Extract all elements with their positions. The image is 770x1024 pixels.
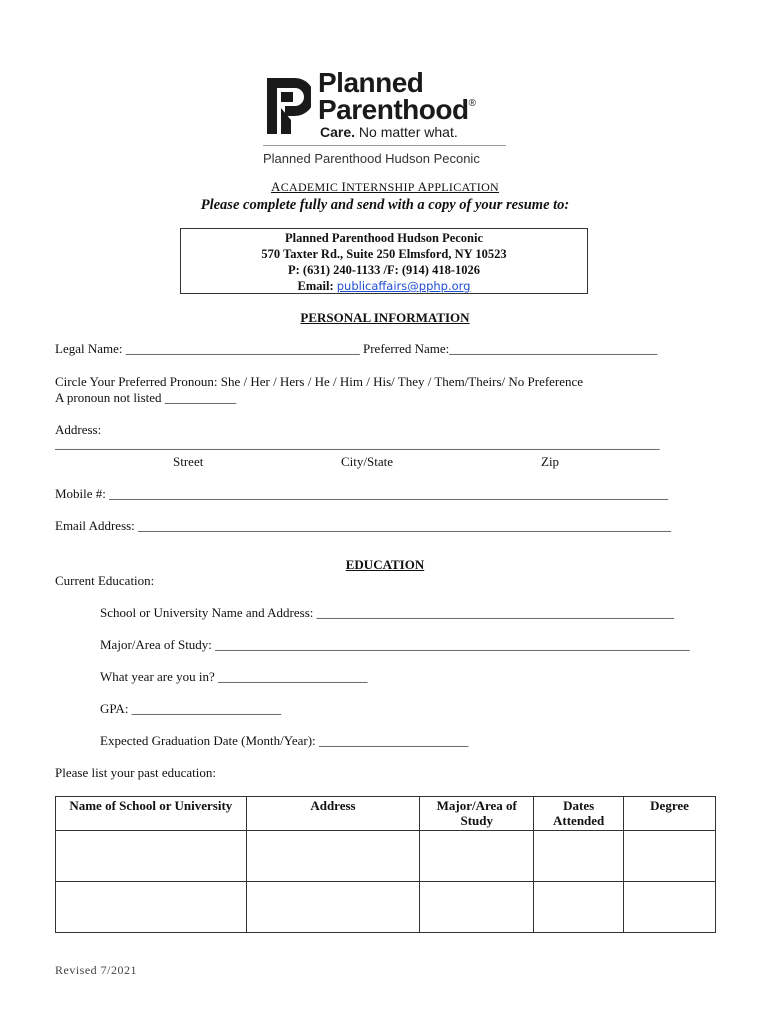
- email-link[interactable]: publicaffairs@pphp.org: [336, 279, 471, 293]
- legal-name-field[interactable]: Legal Name: ____________________________________ Preferred Name:________________________________: [55, 341, 658, 356]
- past-education-table: [55, 796, 716, 933]
- past-education-label: Please list your past education:: [55, 765, 217, 780]
- table-cell[interactable]: [420, 831, 534, 882]
- registered-mark: ®: [468, 98, 476, 109]
- email-address-field[interactable]: Email Address: __________________________________________________________________________________: [55, 518, 672, 533]
- address-email-line: [181, 278, 587, 294]
- tagline-rest: No matter what.: [355, 124, 458, 140]
- col-dates-attended: Dates Attended: [534, 797, 624, 831]
- tagline-bold: Care.: [320, 124, 356, 140]
- email-label: Email:: [297, 279, 337, 293]
- table-row: [56, 831, 716, 882]
- personal-info-heading: PERSONAL INFORMATION: [300, 310, 470, 325]
- table-header-row: [56, 797, 716, 831]
- table-cell[interactable]: [246, 882, 420, 933]
- year-field[interactable]: What year are you in? _______________________: [100, 669, 368, 684]
- mailing-address-box: [180, 228, 588, 294]
- col-major: Major/Area of Study: [420, 797, 534, 831]
- table-cell[interactable]: [420, 882, 534, 933]
- logo-wordmark-line2: [318, 94, 475, 126]
- table-cell[interactable]: [624, 831, 716, 882]
- title-part: A: [270, 179, 281, 194]
- address-phones: P: (631) 240-1133 /F: (914) 418-1026: [288, 263, 480, 277]
- gpa-field[interactable]: GPA: _______________________: [100, 701, 282, 716]
- table-cell[interactable]: [624, 882, 716, 933]
- address-field[interactable]: _____________________________________________________________________________________________: [55, 436, 660, 451]
- street-sublabel: Street: [173, 454, 204, 469]
- table-row: [56, 882, 716, 933]
- city-state-sublabel: City/State: [341, 454, 393, 469]
- logo-divider: [263, 145, 506, 146]
- school-field[interactable]: School or University Name and Address: _______________________________________________________: [100, 605, 675, 620]
- zip-sublabel: Zip: [541, 454, 560, 469]
- table-cell[interactable]: [534, 882, 624, 933]
- logo-wordmark-parenthood: Parenthood: [318, 94, 469, 125]
- logo-wordmark-line1: Planned: [318, 67, 424, 98]
- col-address: Address: [246, 797, 420, 831]
- table-cell[interactable]: [246, 831, 420, 882]
- form-title: [0, 179, 770, 195]
- title-part: I: [341, 179, 347, 194]
- graduation-date-field[interactable]: Expected Graduation Date (Month/Year): _______________________: [100, 733, 469, 748]
- address-street: 570 Taxter Rd., Suite 250 Elmsford, NY 10523: [261, 247, 507, 261]
- major-field[interactable]: Major/Area of Study: _________________________________________________________________________: [100, 637, 690, 652]
- title-part: PPLICATION: [427, 180, 500, 194]
- title-part: A: [417, 179, 428, 194]
- col-degree: Degree: [624, 797, 716, 831]
- address-label: Address:: [55, 422, 102, 437]
- form-instructions: Please complete fully and send with a copy of your resume to:: [200, 197, 570, 213]
- pronoun-choice-field[interactable]: Circle Your Preferred Pronoun: She / Her / Hers / He / Him / His/ They / Them/Theirs/ No Preference: [55, 374, 584, 389]
- revision-date: Revised 7/2021: [55, 963, 137, 977]
- table-cell[interactable]: [56, 831, 247, 882]
- education-heading: EDUCATION: [345, 557, 425, 572]
- title-part: NTERNSHIP: [346, 180, 418, 194]
- address-org: Planned Parenthood Hudson Peconic: [284, 231, 484, 245]
- planned-parenthood-logo-icon: [263, 72, 311, 138]
- table-cell[interactable]: [56, 882, 247, 933]
- logo-tagline: [320, 124, 458, 140]
- col-school-name: Name of School or University: [56, 797, 247, 831]
- title-part: CADEMIC: [280, 180, 342, 194]
- pronoun-other-field[interactable]: A pronoun not listed ___________: [55, 390, 237, 405]
- mobile-field[interactable]: Mobile #: ______________________________________________________________________________________: [55, 486, 669, 501]
- current-education-label: Current Education:: [55, 573, 155, 588]
- affiliate-name: Planned Parenthood Hudson Peconic: [263, 151, 480, 166]
- table-cell[interactable]: [534, 831, 624, 882]
